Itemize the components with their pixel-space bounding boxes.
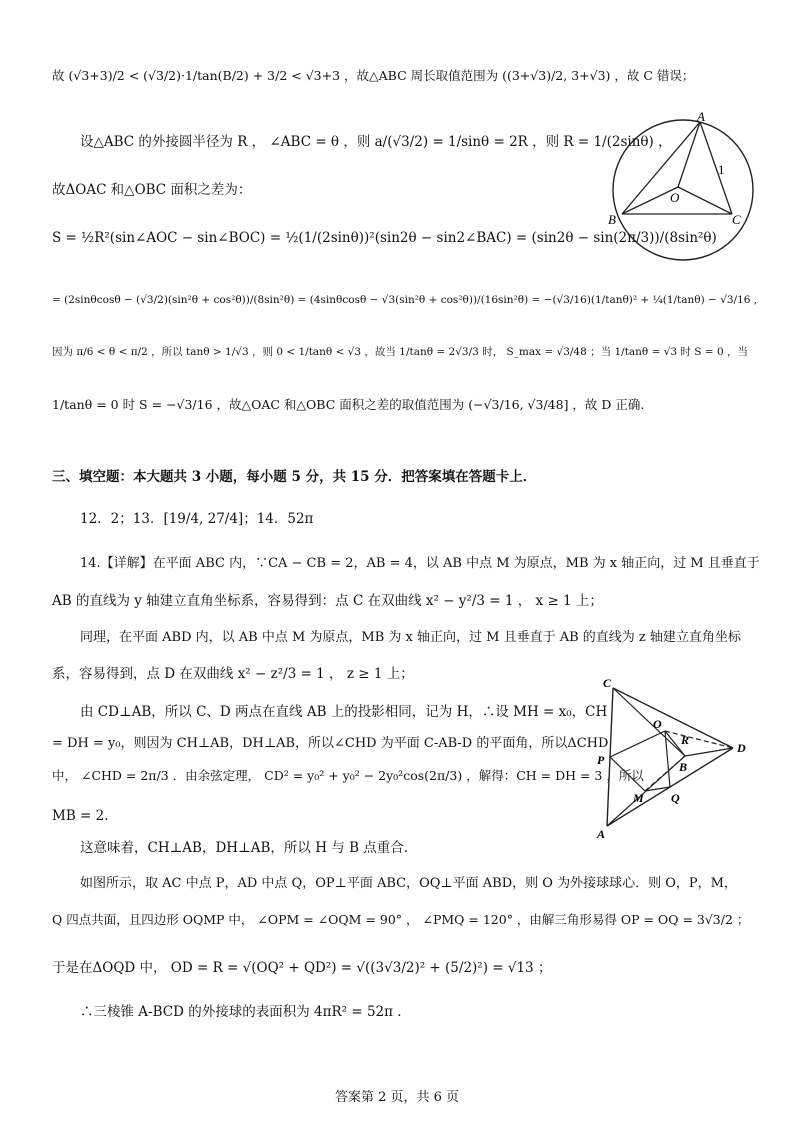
line-10: 14.【详解】在平面 ABC 内，∵CA − CB = 2，AB = 4，以 AB 中点 M 为原点，MB 为 x 轴正向，过 M 且垂直于 <box>80 556 760 571</box>
segment-oa <box>678 122 700 187</box>
label-c: C <box>732 212 741 227</box>
line-19: 如图所示，取 AC 中点 P，AD 中点 Q，OP⊥平面 ABC，OQ⊥平面 ABD，则 O 为外接球球心．则 O，P，M， <box>80 876 737 891</box>
edge-cd <box>613 688 733 748</box>
line-1: 故 (√3+3)/2 < (√3/2)·1/tan(B/2) + 3/2 < √3+3 ，故△ABC 周长取值范围为 ((3+√3)/2, 3+√3) ，故 C 错误； <box>52 68 695 83</box>
line-12: 同理，在平面 ABD 内，以 AB 中点 M 为原点，MB 为 x 轴正向，过 M 且垂直于 AB 的直线为 z 轴建立直角坐标 <box>80 630 741 645</box>
line-17: MB = 2. <box>52 808 109 824</box>
label-q: Q <box>671 791 680 805</box>
line-13: 系，容易得到，点 D 在双曲线 x² − z²/3 = 1 ， z ≥ 1 上； <box>52 666 414 682</box>
label-side-length: 1 <box>718 162 725 177</box>
line-5: = (2sinθcosθ − (√3/2)(sin²θ + cos²θ))/(8sin²θ) = (4sinθcosθ − √3(sin²θ + cos²θ))/(16sin²θ) = −(√3/16)(1/tanθ)² + ¼(1/tanθ) − √3/16 , <box>52 294 758 306</box>
label-a: A <box>597 827 606 841</box>
side-ab <box>622 122 700 214</box>
label-r: R <box>681 733 690 747</box>
line-15: = DH = y₀，则因为 CH⊥AB，DH⊥AB，所以∠CHD 为平面 C-AB-D 的平面角，所以ΔCHD <box>52 736 609 751</box>
circle-figure <box>600 112 770 262</box>
answers-line: 12．2；13．[19/4, 27/4]；14．52π <box>80 511 314 527</box>
label-o: O <box>653 717 662 731</box>
label-m: M <box>633 791 644 805</box>
line-21: 于是在ΔOQD 中， OD = R = √(OQ² + QD²) = √((3√3/2)² + (5/2)²) = √13 ； <box>52 960 552 976</box>
line-16: 中， ∠CHD = 2π/3 ．由余弦定理， CD² = y₀² + y₀² − 2y₀²cos(2π/3) ，解得：CH = DH = 3 ，所以 <box>52 768 644 783</box>
label-d: D <box>737 741 746 755</box>
line-22: ∴三棱锥 A-BCD 的外接球的表面积为 4πR² = 52π . <box>80 1004 402 1020</box>
tetrahedron-figure <box>593 676 768 841</box>
line-6: 因为 π/6 < θ < π/2 ，所以 tanθ > 1/√3 ，则 0 < 1/tanθ < √3 ，故当 1/tanθ = 2√3/3 时， S_max = √3/48 ；当 1/tanθ = √3 时 S = 0 ，当 <box>52 346 748 358</box>
edge-cb <box>613 688 685 756</box>
line-4: S = ½R²(sin∠AOC − sin∠BOC) = ½(1/(2sinθ))²(sin2θ − sin2∠BAC) = (sin2θ − sin(2π/3))/(8sin²θ) <box>52 230 717 246</box>
label-c: C <box>603 676 612 690</box>
line-20: Q 四点共面，且四边形 OQMP 中， ∠OPM = ∠OQM = 90° ， ∠PMQ = 120° ，由解三角形易得 OP = OQ = 3√3/2 ； <box>52 912 750 927</box>
label-p: P <box>597 753 605 767</box>
page-footer: 答案第 2 页，共 6 页 <box>334 1090 460 1105</box>
line-14: 由 CD⊥AB，所以 C、D 两点在直线 AB 上的投影相同，记为 H，∴设 MH = x₀，CH <box>80 704 608 720</box>
segment-or <box>665 731 733 748</box>
label-b: B <box>608 212 616 227</box>
segment-pm <box>610 757 645 791</box>
section-heading: 三、填空题：本大题共 3 小题，每小题 5 分，共 15 分．把答案填在答题卡上． <box>52 469 537 485</box>
line-7: 1/tanθ = 0 时 S = −√3/16 ，故△OAC 和△OBC 面积之差的取值范围为 (−√3/16, √3/48] ，故 D 正确. <box>52 397 645 412</box>
segment-po <box>610 731 665 757</box>
line-2: 设△ABC 的外接圆半径为 R ， ∠ABC = θ ，则 a/(√3/2) = 1/sinθ = 2R ，则 R = 1/(2sinθ) ， <box>80 134 672 150</box>
line-3: 故ΔOAC 和△OBC 面积之差为： <box>52 182 252 198</box>
label-a: A <box>697 112 705 124</box>
line-11: AB 的直线为 y 轴建立直角坐标系，容易得到：点 C 在双曲线 x² − y²/3 = 1 ， x ≥ 1 上； <box>52 593 603 609</box>
line-18: 这意味着，CH⊥AB，DH⊥AB，所以 H 与 B 点重合. <box>80 840 409 856</box>
label-o: O <box>670 190 680 205</box>
label-b: B <box>679 760 688 774</box>
